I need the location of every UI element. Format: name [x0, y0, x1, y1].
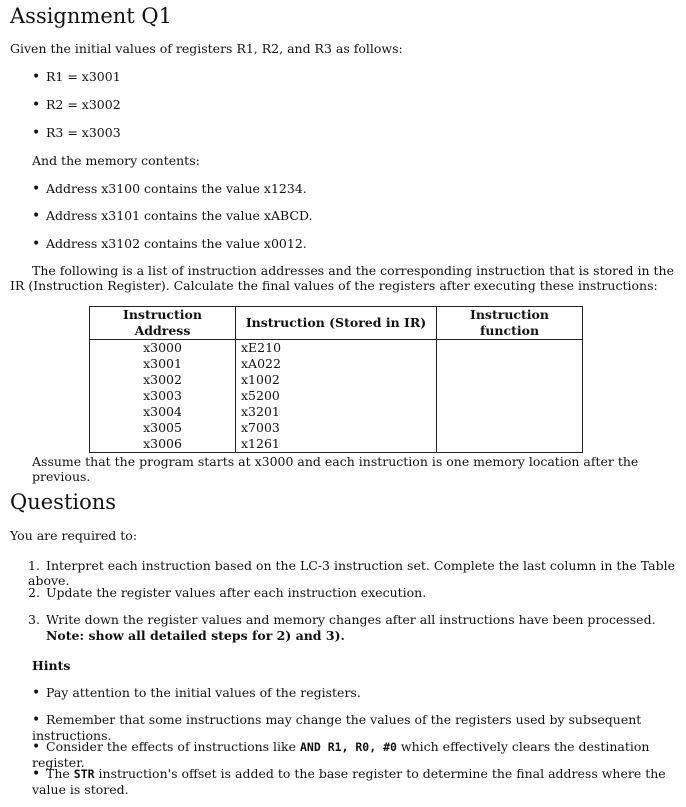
task-item: 2. Update the register values after each instruction execution.: [28, 585, 427, 600]
required-text: You are required to:: [10, 528, 138, 543]
table-row: [90, 372, 583, 388]
register-item: • R3 = x3003: [32, 125, 121, 141]
address-cell: x3000: [90, 340, 236, 357]
note-text: Note: show all detailed steps for 2) and 3).: [46, 628, 345, 643]
memory-intro: And the memory contents:: [32, 153, 200, 168]
code-snippet: STR: [73, 767, 95, 781]
hint-item: • Pay attention to the initial values of the registers.: [32, 685, 361, 701]
memory-item: • Address x3100 contains the value x1234.: [32, 181, 307, 197]
function-cell[interactable]: [437, 404, 583, 420]
address-cell: x3004: [90, 404, 236, 420]
address-cell: x3001: [90, 356, 236, 372]
assumption-text: Assume that the program starts at x3000 and each instruction is one memory location after the previous.: [32, 454, 639, 484]
code-snippet: AND R1, R0, #0: [300, 740, 397, 754]
address-cell: x3006: [90, 436, 236, 453]
address-cell: x3005: [90, 420, 236, 436]
hint-item: • Consider the effects of instructions like AND R1, R0, #0 which effectively clears the destination register.: [32, 739, 650, 770]
function-cell[interactable]: [437, 372, 583, 388]
function-cell[interactable]: [437, 436, 583, 453]
task-item: 1. Interpret each instruction based on the LC-3 instruction set. Complete the last column in the Table above.: [28, 558, 676, 588]
column-header: Instruction function: [437, 307, 583, 340]
instructions-paragraph: The following is a list of instruction addresses and the corresponding instruction that is stored in the IR (Instruction Register). Calculate the final values of the registers after executing these instructions:: [10, 263, 674, 293]
instruction-cell: xA022: [236, 356, 437, 372]
table-row: [90, 388, 583, 404]
table-row: [90, 356, 583, 372]
instruction-cell: x1002: [236, 372, 437, 388]
function-cell[interactable]: [437, 420, 583, 436]
address-cell: x3002: [90, 372, 236, 388]
table-row: [90, 340, 583, 357]
memory-item: • Address x3101 contains the value xABCD.: [32, 208, 313, 224]
function-cell[interactable]: [437, 356, 583, 372]
hints-heading: Hints: [32, 658, 71, 673]
hint-item: • Remember that some instructions may change the values of the registers used by subsequent instructions.: [32, 712, 642, 743]
intro-text: Given the initial values of registers R1, R2, and R3 as follows:: [10, 41, 403, 56]
register-item: • R2 = x3002: [32, 97, 121, 113]
table-row: [90, 436, 583, 453]
instruction-cell: x7003: [236, 420, 437, 436]
register-item: • R1 = x3001: [32, 69, 121, 85]
column-header: Instruction Address: [90, 307, 236, 340]
instruction-cell: x1261: [236, 436, 437, 453]
questions-heading: Questions: [10, 490, 117, 514]
table-row: [90, 420, 583, 436]
task-item: 3. Write down the register values and memory changes after all instructions have been processed.: [28, 612, 656, 627]
address-cell: x3003: [90, 388, 236, 404]
function-cell[interactable]: [437, 388, 583, 404]
column-header: Instruction (Stored in IR): [236, 307, 437, 340]
table-row: [90, 404, 583, 420]
function-cell[interactable]: [437, 340, 583, 357]
instruction-table: [89, 306, 583, 453]
instruction-cell: x3201: [236, 404, 437, 420]
instruction-cell: xE210: [236, 340, 437, 357]
hint-item: • The STR instruction's offset is added to the base register to determine the final address where the value is stored.: [32, 766, 666, 797]
instruction-cell: x5200: [236, 388, 437, 404]
page-title: Assignment Q1: [10, 4, 172, 28]
memory-item: • Address x3102 contains the value x0012.: [32, 236, 307, 252]
